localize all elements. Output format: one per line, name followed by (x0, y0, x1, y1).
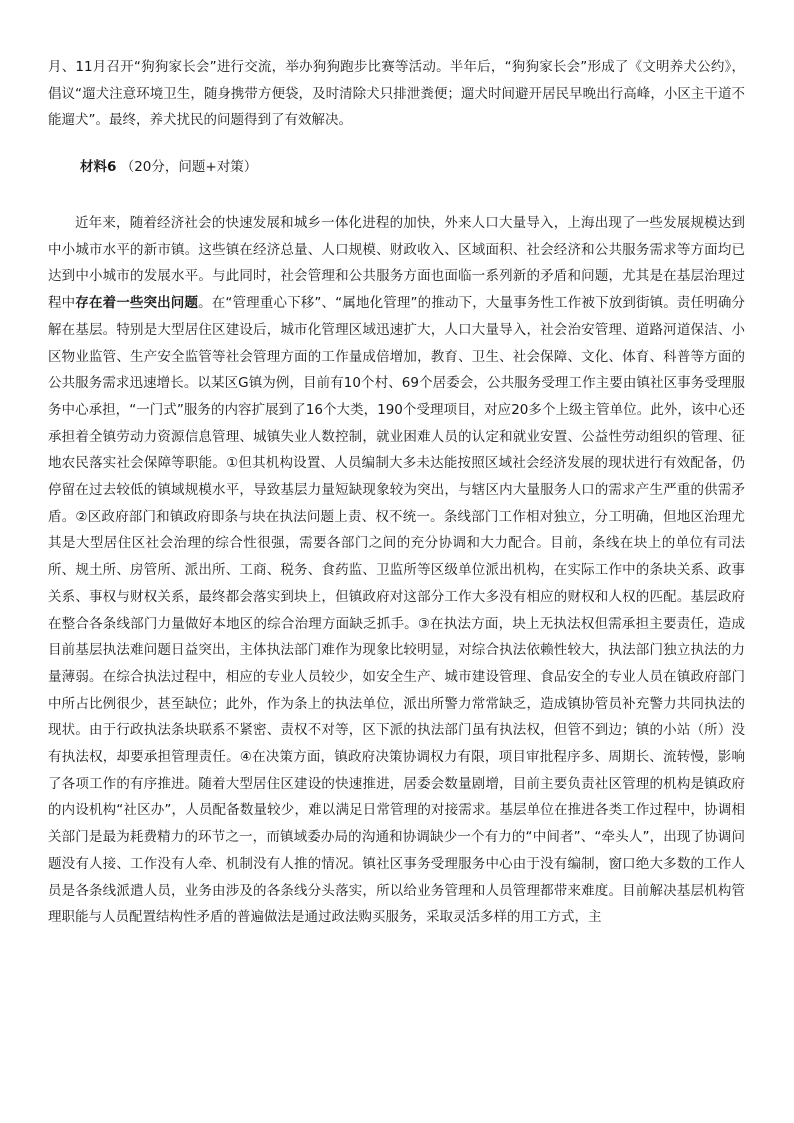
material-text-before: 近年来，随着经济社会的快速发展和城乡一体化进程的加快，外来人口大量导入，上海出现了一些发展规模达到中小城市水平的新市镇。这些镇在经济总量、人口规模、财政收入、区域面积、社会经济和公共服务需求等方面均已达到中小城市的发展水平。与此同时，社会管理和公共服务方面也面临一系列新的矛盾和问题，尤其是在基层治理过程中 (48, 215, 745, 312)
material-paragraph (48, 210, 745, 931)
material-heading (80, 154, 257, 180)
material-text-bold: 存在着一些突出问题 (75, 295, 199, 312)
intro-paragraph (48, 54, 745, 134)
intro-text: 月、11月召开“狗狗家长会”进行交流，举办狗狗跑步比赛等活动。半年后，“狗狗家长会”形成了《文明养犬公约》，倡议“遛犬注意环境卫生，随身携带方便袋，及时清除犬只排泄粪便；遛犬时间避开居民早晚出行高峰，小区主干道不能遛犬”。最终，养犬扰民的问题得到了有效解决。 (48, 59, 745, 129)
material-note: （20分，问题+对策） (120, 159, 258, 175)
material-text-after: 。在“管理重心下移”、“属地化管理”的推动下，大量事务性工作被下放到街镇。责任明确分解在基层。特别是大型居住区建设后，城市化管理区域迅速扩大，人口大量导入，社会治安管理、道路河道保洁、小区物业监管、生产安全监管等社会管理方面的工作量成倍增加，教育、卫生、社会保障、文化、体育、科普等方面的公共服务需求迅速增长。以某区G镇为例，目前有10个村、69个居委会，公共服务受理工作主要由镇社区事务受理服务中心承担，“一门式”服务的内容扩展到了16个大类，190个受理项目，对应20多个上级主管单位。此外，该中心还承担着全镇劳动力资源信息管理、城镇失业人数控制，就业困难人员的认定和就业安置、公益性劳动组织的管理、征地农民落实社会保障等职能。①但其机构设置、人员编制大多未达能按照区域社会经济发展的现状进行有效配备，仍停留在过去较低的镇域规模水平，导致基层力量短缺现象较为突出，与辖区内大量服务人口的需求产生严重的供需矛盾。②区政府部门和镇政府即条与块在执法问题上责、权不统一。条线部门工作相对独立，分工明确，但地区治理尤其是大型居住区社会治理的综合性很强，需要各部门之间的充分协调和大力配合。目前，条线在块上的单位有司法所、规土所、房管所、派出所、工商、税务、食药监、卫监所等区级单位派出机构，在实际工作中的条块关系、政事关系、事权与财权关系，最终都会落实到块上，但镇政府对这部分工作大多没有相应的财权和人权的匹配。基层政府在整合各条线部门力量做好本地区的综合治理方面缺乏抓手。③在执法方面，块上无执法权但需承担主要责任，造成目前基层执法难问题日益突出，主体执法部门难作为现象比较明显，对综合执法依赖性较大，执法部门独立执法的力量薄弱。在综合执法过程中，相应的专业人员较少，如安全生产、城市建设管理、食品安全的专业人员在镇政府部门中所占比例很少，甚至缺位；此外，作为条上的执法单位，派出所警力常常缺乏，造成镇协管员补充警力共同执法的现状。由于行政执法条块联系不紧密、责权不对等，区下派的执法部门虽有执法权，但管不到边；镇的小站（所）没有执法权，却要承担管理责任。④在决策方面，镇政府决策协调权力有限，项目审批程序多、周期长、流转慢，影响了各项工作的有序推进。随着大型居住区建设的快速推进，居委会数量剧增，目前主要负责社区管理的机构是镇政府的内设机构“社区办”，人员配备数量较少，难以满足日常管理的对接需求。基层单位在推进各类工作过程中，协调相关部门是最为耗费精力的环节之一，而镇域委办局的沟通和协调缺少一个有力的“中间者”、“牵头人”，出现了协调问题没有人接、工作没有人牵、机制没有人推的情况。镇社区事务受理服务中心由于没有编制，窗口绝大多数的工作人员是各条线派遣人员，业务由涉及的各条线分头落实，所以给业务管理和人员管理都带来难度。目前解决基层机构管理职能与人员配置结构性矛盾的普遍做法是通过政法购买服务，采取灵活多样的用工方式，主 (48, 295, 746, 926)
material-title: 材料6 (80, 159, 117, 175)
